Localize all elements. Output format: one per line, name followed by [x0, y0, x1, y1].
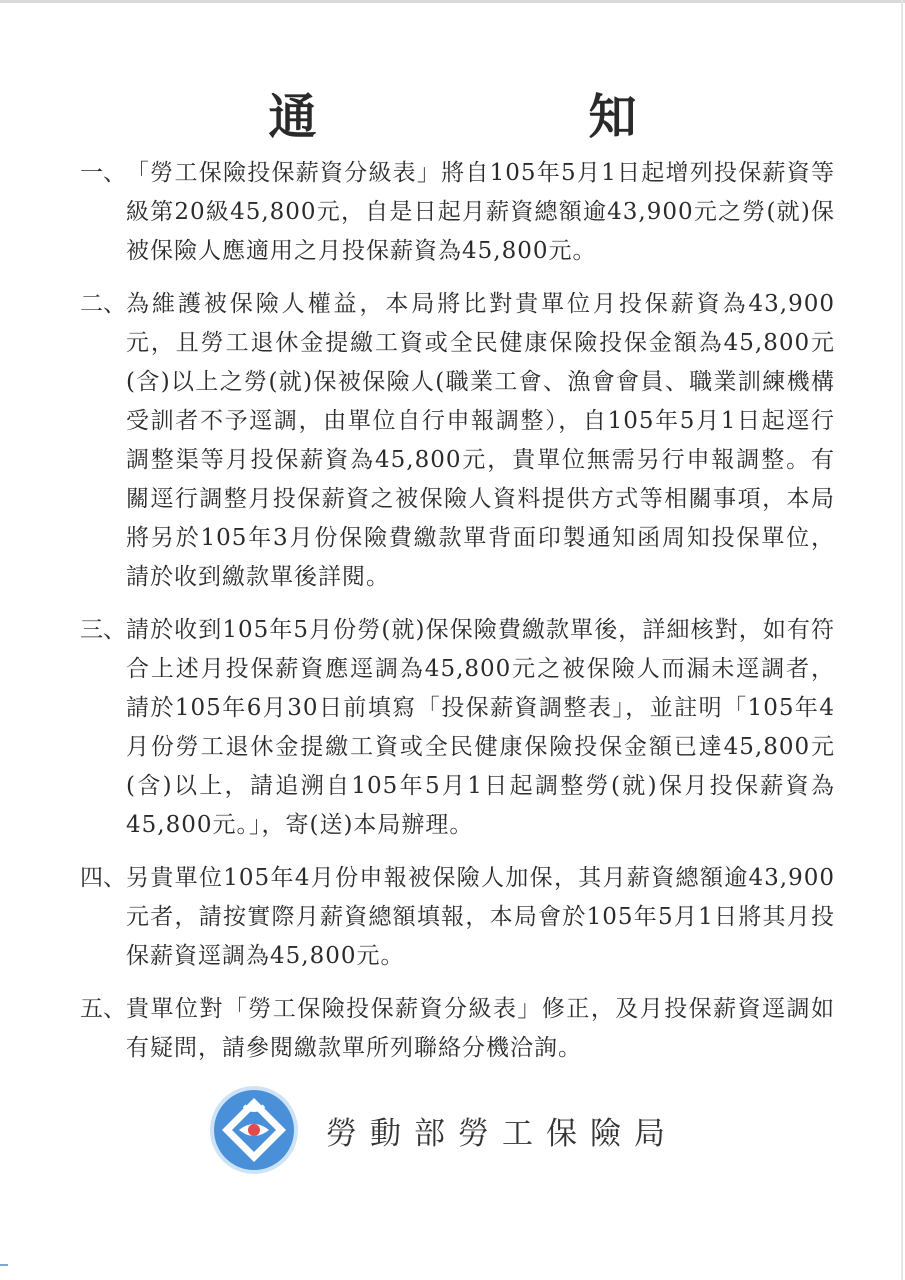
scan-margin-mark [0, 1264, 8, 1266]
notice-item-2 [80, 285, 835, 597]
notice-item-4 [80, 859, 835, 976]
scan-right-edge [901, 0, 903, 1280]
organization-name: 勞動部勞工保險局 [326, 1115, 678, 1152]
notice-title: 通 知 [268, 89, 749, 145]
notice-item-3 [80, 611, 835, 845]
item-number: 一、 [80, 160, 126, 186]
item-text: 貴單位對「勞工保險投保薪資分級表」修正，及月投保薪資逕調如有疑問，請參閱繳款單所列聯絡分機洽詢。 [126, 996, 835, 1061]
notice-item-1 [80, 154, 835, 271]
notice-items [80, 154, 835, 1082]
item-text: 另貴單位105年4月份申報被保險人加保，其月薪資總額逾43,900元者，請按實際月薪資總額填報，本局會於105年5月1日將其月投保薪資逕調為45,800元。 [126, 865, 835, 969]
bureau-of-labor-insurance-logo-icon [208, 1084, 300, 1176]
item-number: 二、 [80, 291, 126, 317]
item-number: 五、 [80, 996, 126, 1022]
item-text: 為維護被保險人權益，本局將比對貴單位月投保薪資為43,900元，且勞工退休金提繳工資或全民健康保險投保金額為45,800元(含)以上之勞(就)保被保險人(職業工會、漁會會員、職業訓練機構受訓者不予逕調，由單位自行申報調整），自105年5月1日起逕行調整渠等月投保薪資為45,800元，貴單位無需另行申報調整。有關逕行調整月投保薪資之被保險人資料提供方式等相關事項，本局將另於105年3月份保險費繳款單背面印製通知函周知投保單位，請於收到繳款單後詳閱。 [126, 291, 835, 590]
signature-block [208, 1084, 678, 1176]
notice-item-5 [80, 990, 835, 1068]
scan-top-edge [0, 0, 905, 3]
item-number: 四、 [80, 865, 126, 891]
item-number: 三、 [80, 617, 126, 643]
item-text: 請於收到105年5月份勞(就)保保險費繳款單後，詳細核對，如有符合上述月投保薪資應逕調為45,800元之被保險人而漏未逕調者，請於105年6月30日前填寫「投保薪資調整表」，並註明「105年4月份勞工退休金提繳工資或全民健康保險投保金額已達45,800元(含)以上，請追溯自105年5月1日起調整勞(就)保月投保薪資為45,800元。」，寄(送)本局辦理。 [126, 617, 835, 838]
item-text: 「勞工保險投保薪資分級表」將自105年5月1日起增列投保薪資等級第20級45,800元，自是日起月薪資總額逾43,900元之勞(就)保被保險人應適用之月投保薪資為45,800元。 [126, 160, 835, 264]
